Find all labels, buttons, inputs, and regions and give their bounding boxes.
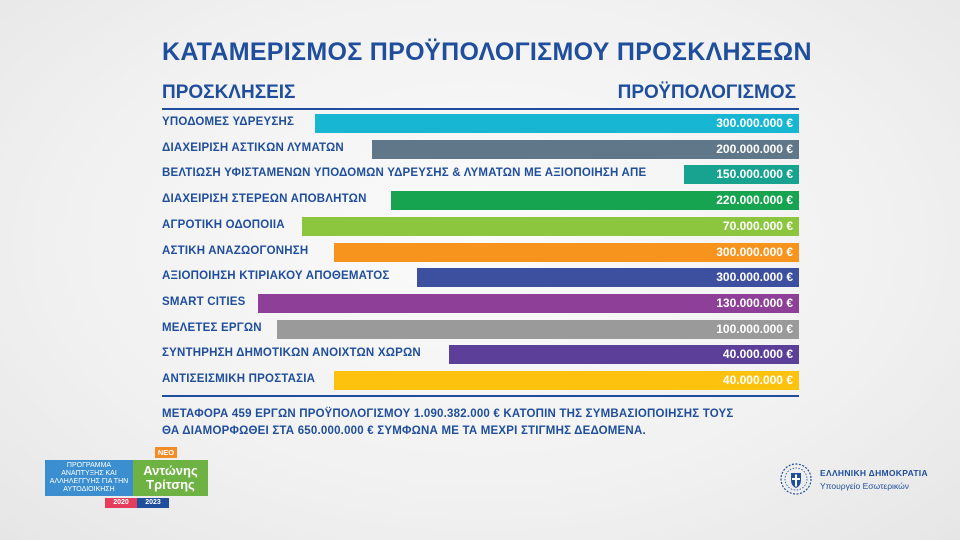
bar-value-label: 70.000.000 € — [722, 218, 793, 233]
bar-category-label: SMART CITIES — [162, 295, 246, 308]
bar-category-label: ΑΣΤΙΚΗ ΑΝΑΖΩΟΓΟΝΗΣΗ — [162, 244, 309, 257]
greek-emblem-icon — [780, 463, 812, 495]
bar-row — [162, 114, 799, 133]
government-logo — [780, 463, 928, 495]
bar-row — [162, 371, 799, 390]
bar-row — [162, 217, 799, 236]
logo-name-line1: Αντώνης — [143, 463, 198, 478]
bar — [302, 217, 799, 236]
bar-row — [162, 294, 799, 313]
bar-category-label: ΜΕΛΕΤΕΣ ΕΡΓΩΝ — [162, 321, 262, 334]
bar-value-label: 200.000.000 € — [716, 141, 793, 156]
bar-value-label: 150.000.000 € — [716, 167, 793, 182]
bar-value-label: 130.000.000 € — [716, 295, 793, 310]
bar — [449, 345, 799, 364]
logo-name-line2: Τρίτσης — [146, 477, 195, 492]
logo-year-start: 2020 — [105, 498, 137, 508]
bar-row — [162, 140, 799, 159]
government-text — [820, 468, 928, 491]
bar — [258, 294, 799, 313]
header-divider — [162, 108, 799, 110]
bar — [334, 371, 799, 390]
bar — [417, 268, 799, 287]
bar-category-label: ΔΙΑΧΕΙΡΙΣΗ ΣΤΕΡΕΩΝ ΑΠΟΒΛΗΤΩΝ — [162, 193, 367, 206]
logo-program-text: ΠΡΟΓΡΑΜΜΑ ΑΝΑΠΤΥΞΗΣ ΚΑΙ ΑΛΛΗΛΕΓΓΥΗΣ ΓΙΑ ΤΗΝ ΑΥΤΟΔΙΟΙΚΗΣΗ — [45, 460, 133, 496]
bar-row — [162, 268, 799, 287]
bar-row — [162, 320, 799, 339]
transfer-note-line2: ΘΑ ΔΙΑΜΟΡΦΩΘΕΙ ΣΤΑ 650.000.000 € ΣΥΜΦΩΝΑ ΜΕ ΤΑ ΜΕΧΡΙ ΣΤΙΓΜΗΣ ΔΕΔΟΜΕΝΑ. — [162, 425, 646, 437]
footer-divider — [162, 395, 799, 397]
bar-value-label: 300.000.000 € — [716, 244, 793, 259]
bar-value-label: 40.000.000 € — [722, 347, 793, 362]
bar-row — [162, 191, 799, 210]
bar-category-label: ΒΕΛΤΙΩΣΗ ΥΦΙΣΤΑΜΕΝΩΝ ΥΠΟΔΟΜΩΝ ΥΔΡΕΥΣΗΣ & ΛΥΜΑΤΩΝ ΜΕ ΑΞΙΟΠΟΙΗΣΗ ΑΠΕ — [162, 167, 647, 180]
column-header-budget: ΠΡΟΫΠΟΛΟΓΙΣΜΟΣ — [617, 82, 796, 103]
ministry-name: Υπουργείο Εσωτερικών — [820, 480, 909, 491]
bar — [334, 243, 799, 262]
bar-row — [162, 243, 799, 262]
bar — [315, 114, 799, 133]
bar — [391, 191, 799, 210]
bar-value-label: 300.000.000 € — [716, 270, 793, 285]
column-header-calls: ΠΡΟΣΚΛΗΣΕΙΣ — [162, 82, 296, 103]
bar — [372, 140, 799, 159]
page-title: ΚΑΤΑΜΕΡΙΣΜΟΣ ΠΡΟΫΠΟΛΟΓΙΣΜΟΥ ΠΡΟΣΚΛΗΣΕΩΝ — [162, 38, 812, 66]
logo-box — [45, 460, 208, 496]
bar-category-label: ΥΠΟΔΟΜΕΣ ΥΔΡΕΥΣΗΣ — [162, 116, 295, 128]
logo-year-end: 2023 — [137, 498, 169, 508]
bar-category-label: ΑΓΡΟΤΙΚΗ ΟΔΟΠΟΙΙΑ — [162, 218, 285, 231]
bar-category-label: ΑΝΤΙΣΕΙΣΜΙΚΗ ΠΡΟΣΤΑΣΙΑ — [162, 373, 316, 385]
bar-value-label: 100.000.000 € — [716, 321, 793, 336]
logo-name — [133, 460, 208, 496]
logo-neo-badge: ΝΕΟ — [155, 447, 177, 458]
bar-row — [162, 165, 799, 184]
bar-category-label: ΑΞΙΟΠΟΙΗΣΗ ΚΤΙΡΙΑΚΟΥ ΑΠΟΘΕΜΑΤΟΣ — [162, 270, 390, 283]
bar — [277, 320, 799, 339]
bar-row — [162, 345, 799, 364]
government-name: ΕΛΛΗΝΙΚΗ ΔΗΜΟΚΡΑΤΙΑ — [820, 467, 928, 478]
bar-value-label: 300.000.000 € — [716, 116, 793, 130]
transfer-note-line1: ΜΕΤΑΦΟΡΑ 459 ΕΡΓΩΝ ΠΡΟΫΠΟΛΟΓΙΣΜΟΥ 1.090.382.000 € ΚΑΤΟΠΙΝ ΤΗΣ ΣΥΜΒΑΣΙΟΠΟΙΗΣΗΣ ΤΟΥΣ — [162, 408, 734, 420]
program-logo — [45, 447, 208, 509]
bar-value-label: 220.000.000 € — [716, 193, 793, 208]
bar-category-label: ΔΙΑΧΕΙΡΙΣΗ ΑΣΤΙΚΩΝ ΛΥΜΑΤΩΝ — [162, 141, 344, 154]
bar — [684, 165, 799, 184]
bar-value-label: 40.000.000 € — [722, 373, 793, 387]
bar-category-label: ΣΥΝΤΗΡΗΣΗ ΔΗΜΟΤΙΚΩΝ ΑΝΟΙΧΤΩΝ ΧΩΡΩΝ — [162, 347, 421, 360]
transfer-note — [162, 406, 734, 440]
